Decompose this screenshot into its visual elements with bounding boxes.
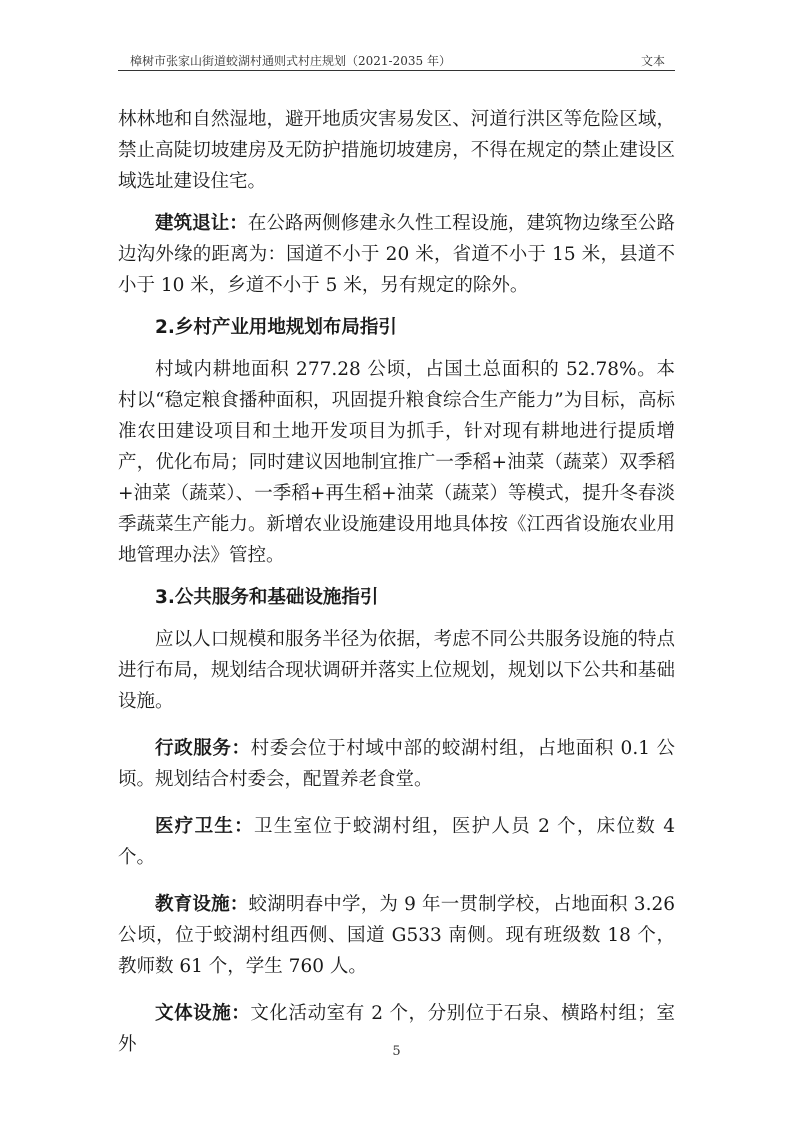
education-label: 教育设施： bbox=[155, 894, 249, 915]
page-number: 5 bbox=[392, 1044, 401, 1059]
culture-text: 文化活动室有 2 个，分别位于石泉、横路村组；室外 bbox=[118, 1003, 675, 1055]
culture-label: 文体设施： bbox=[155, 1003, 251, 1024]
paragraph-site-restrictions: 林林地和自然湿地，避开地质灾害易发区、河道行洪区等危险区域，禁止高陡切坡建房及无防护措施切坡建房，不得在规定的禁止建设区域选址建设住宅。 bbox=[118, 109, 675, 192]
setback-text: 在公路两侧修建永久性工程设施，建筑物边缘至公路边沟外缘的距离为：国道不小于 20 米，省道不小于 15 米，县道不小于 10 米，乡道不小于 5 米，另有规定的除外。 bbox=[118, 213, 675, 296]
section-heading-public-services: 3.公共服务和基础设施指引 bbox=[155, 587, 379, 608]
paragraph-public-services: 应以人口规模和服务半径为依据，考虑不同公共服务设施的特点进行布局，规划结合现状调研并落实上位规划，规划以下公共和基础设施。 bbox=[118, 629, 675, 712]
paragraph-education bbox=[118, 889, 675, 982]
admin-text: 村委会位于村域中部的蛟湖村组，占地面积 0.1 公顷。规划结合村委会，配置养老食堂。 bbox=[118, 738, 675, 790]
medical-label: 医疗卫生： bbox=[155, 816, 254, 837]
document-body bbox=[118, 104, 675, 1060]
paragraph-medical bbox=[118, 811, 675, 873]
paragraph-admin-services bbox=[118, 733, 675, 795]
admin-label: 行政服务： bbox=[155, 738, 251, 759]
section-heading-industry: 2.乡村产业用地规划布局指引 bbox=[155, 317, 397, 338]
medical-text: 卫生室位于蛟湖村组，医护人员 2 个，床位数 4 个。 bbox=[118, 816, 675, 868]
header-rule bbox=[118, 70, 675, 71]
header-title: 樟树市张家山街道蛟湖村通则式村庄规划（2021-2035 年） bbox=[130, 54, 451, 68]
paragraph-building-setback bbox=[118, 208, 675, 301]
paragraph-industry: 村域内耕地面积 277.28 公顷，占国土总面积的 52.78%。本村以“稳定粮食播种面积，巩固提升粮食综合生产能力”为目标，高标准农田建设项目和土地开发项目为抓手，针对现有耕地进行提质增产，优化布局；同时建议因地制宜推广一季稻+油菜（蔬菜）双季稻+油菜（蔬菜）、一季稻+再生稻+油菜（蔬菜）等模式，提升冬春淡季蔬菜生产能力。新增农业设施建设用地具体按《江西省设施农业用地管理办法》管控。 bbox=[118, 359, 675, 566]
page-header bbox=[118, 52, 675, 68]
education-text: 蛟湖明春中学，为 9 年一贯制学校，占地面积 3.26 公顷，位于蛟湖村组西侧、国道 G533 南侧。现有班级数 18 个，教师数 61 个，学生 760 人。 bbox=[118, 894, 675, 977]
setback-label: 建筑退让： bbox=[155, 213, 248, 234]
header-doc-type: 文本 bbox=[640, 54, 665, 68]
